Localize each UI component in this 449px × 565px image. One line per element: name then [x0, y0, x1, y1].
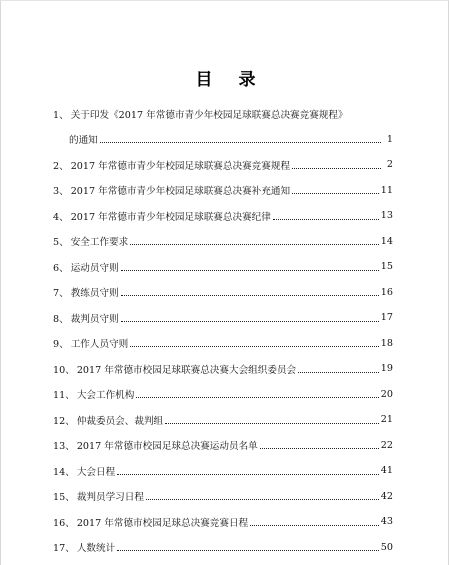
- toc-entry-title: 教练员守则: [70, 288, 119, 300]
- toc-entry: [53, 382, 393, 408]
- toc-entry-number: 16、: [53, 517, 75, 529]
- toc-entry-title: 2017 年常德市青少年校园足球联赛总决赛补充通知: [70, 186, 291, 198]
- toc-entry: [53, 178, 393, 204]
- toc-entry-page: 16: [380, 286, 393, 298]
- toc-entry-number: 9、: [53, 339, 69, 351]
- toc-entry-title: 2017 年常德市青少年校园足球联赛总决赛竞赛规程: [70, 160, 291, 172]
- toc-entry-title: 工作人员守则: [70, 339, 129, 351]
- toc-entry-number: 15、: [53, 492, 75, 504]
- toc-entry-page: 2: [386, 159, 393, 171]
- toc-entry: [53, 229, 393, 255]
- toc-entry-page: 17: [380, 312, 393, 324]
- toc-leader-dots: [165, 422, 379, 424]
- toc-entry-title: 2017 年常德市校园足球总决赛运动员名单: [76, 441, 258, 453]
- toc-leader-dots: [121, 320, 379, 322]
- toc-entry-title: 的通知: [69, 135, 98, 147]
- page-title: 目 录: [195, 70, 266, 90]
- toc-entry-number: 3、: [53, 186, 69, 198]
- toc-entry: [53, 254, 393, 280]
- toc-entry-page: 1: [386, 133, 393, 145]
- toc-entry-page: 15: [380, 261, 393, 273]
- toc-leader-dots: [292, 167, 381, 169]
- table-of-contents: [53, 101, 393, 560]
- toc-entry: [53, 509, 393, 535]
- toc-entry-page: 20: [380, 388, 393, 400]
- toc-entry-number: 4、: [53, 211, 69, 223]
- toc-entry: [53, 535, 393, 561]
- toc-entry-page: 22: [380, 439, 393, 451]
- toc-entry-page: 14: [380, 235, 393, 247]
- toc-entry: [53, 101, 393, 127]
- toc-leader-dots: [121, 294, 379, 296]
- toc-entry-number: 6、: [53, 262, 69, 274]
- toc-entry: [53, 356, 393, 382]
- toc-entry-title: 安全工作要求: [70, 237, 129, 249]
- toc-leader-dots: [146, 498, 379, 500]
- toc-entry-title: 2017 年常德市校园足球联赛总决赛大会组织委员会: [76, 364, 297, 376]
- toc-entry-title: 运动员守则: [70, 262, 119, 274]
- toc-entry-page: 42: [380, 490, 393, 502]
- toc-leader-dots: [292, 192, 379, 194]
- toc-leader-dots: [121, 269, 379, 271]
- toc-entry-page: 43: [380, 516, 393, 528]
- toc-leader-dots: [117, 549, 379, 551]
- toc-leader-dots: [273, 218, 379, 220]
- toc-entry-number: 12、: [53, 415, 75, 427]
- toc-entry-title: 2017 年常德市校园足球总决赛竞赛日程: [76, 517, 249, 529]
- toc-entry-page: 11: [380, 184, 393, 196]
- toc-entry: [53, 152, 393, 178]
- toc-entry-title: 裁判员学习日程: [76, 492, 144, 504]
- toc-leader-dots: [130, 243, 379, 245]
- toc-entry-page: 50: [380, 541, 393, 553]
- toc-entry: [53, 203, 393, 229]
- toc-entry-number: 5、: [53, 237, 69, 249]
- toc-entry-page: 21: [380, 414, 393, 426]
- toc-entry-page: 18: [380, 337, 393, 349]
- toc-entry-number: 8、: [53, 313, 69, 325]
- toc-entry: [53, 331, 393, 357]
- toc-entry-page: 19: [380, 363, 393, 375]
- toc-entry-number: 1、: [53, 109, 69, 121]
- toc-entry: [53, 305, 393, 331]
- toc-leader-dots: [100, 141, 381, 143]
- toc-leader-dots: [250, 524, 379, 526]
- toc-entry-number: 10、: [53, 364, 75, 376]
- toc-entry-title: 2017 年常德市青少年校园足球联赛总决赛纪律: [70, 211, 271, 223]
- toc-entry-title: 关于印发《2017 年常德市青少年校园足球联赛总决赛竞赛规程》: [70, 109, 348, 121]
- toc-entry: [53, 484, 393, 510]
- toc-entry-number: 2、: [53, 160, 69, 172]
- toc-entry-number: 11、: [53, 390, 75, 402]
- toc-entry: [53, 280, 393, 306]
- toc-entry-page: 41: [380, 465, 393, 477]
- toc-entry-page: 13: [380, 210, 393, 222]
- toc-entry-number: 17、: [53, 543, 75, 555]
- toc-leader-dots: [130, 345, 379, 347]
- toc-entry-title: 大会日程: [76, 466, 116, 478]
- toc-entry: [53, 407, 393, 433]
- toc-leader-dots: [260, 447, 379, 449]
- toc-entry-title: 大会工作机构: [76, 390, 135, 402]
- toc-entry-number: 7、: [53, 288, 69, 300]
- toc-leader-dots: [136, 396, 378, 398]
- toc-entry-title: 裁判员守则: [70, 313, 119, 325]
- toc-entry-number: 14、: [53, 466, 75, 478]
- toc-leader-dots: [298, 371, 379, 373]
- toc-entry-number: 13、: [53, 441, 75, 453]
- toc-entry-title: 人数统计: [76, 543, 116, 555]
- toc-entry-title: 仲裁委员会、裁判组: [76, 415, 164, 427]
- toc-entry: [53, 127, 393, 153]
- toc-entry: [53, 433, 393, 459]
- toc-leader-dots: [117, 473, 379, 475]
- toc-entry: [53, 458, 393, 484]
